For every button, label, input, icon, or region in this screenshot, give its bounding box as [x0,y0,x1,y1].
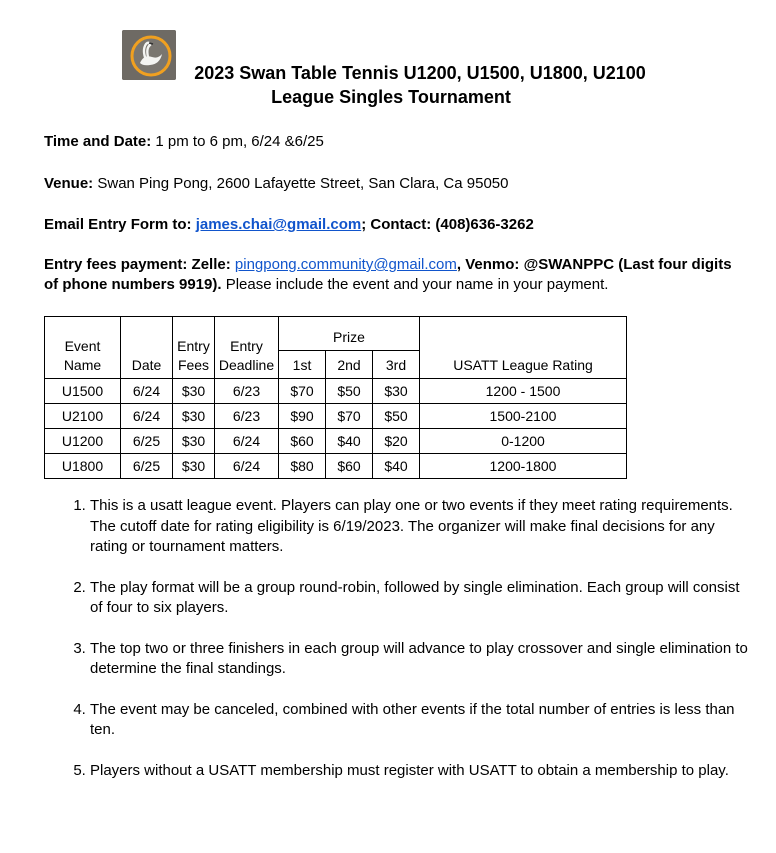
cell-deadline: 6/24 [215,454,279,479]
rule-item: 4. The event may be canceled, combined with other events if the total number of entries is less than ten. [90,700,750,741]
cell-date: 6/24 [121,379,173,404]
cell-prize-2nd: $60 [326,454,373,479]
venue [44,174,508,194]
cell-deadline: 6/23 [215,379,279,404]
cell-deadline: 6/23 [215,404,279,429]
events-table [44,316,627,479]
contact-text: ; Contact: (408)636-3262 [361,216,534,233]
cell-event: U1200 [45,429,121,454]
time-value: 1 pm to 6 pm, 6/24 &6/25 [155,133,324,150]
rule-item: 1. This is a usatt league event. Players can play one or two events if they meet rating requirements. The cutoff date for rating eligibility is 6/19/2023. The organizer will make final decisions for any rating or tournament matters. [90,496,750,558]
title-line-1: 2023 Swan Table Tennis U1200, U1500, U1800, U2100 [194,63,646,83]
header-prize: Prize [279,317,420,351]
table-row [45,429,627,454]
cell-fees: $30 [173,404,215,429]
table-row [45,454,627,479]
cell-date: 6/25 [121,454,173,479]
fees-note: Please include the event and your name in your payment. [225,276,609,293]
header-prize-2nd: 2nd [326,351,373,379]
cell-event: U2100 [45,404,121,429]
cell-rating: 0-1200 [420,429,627,454]
zelle-link[interactable]: pingpong.community@gmail.com [234,256,457,273]
cell-date: 6/24 [121,404,173,429]
cell-rating: 1200 - 1500 [420,379,627,404]
header-prize-1st: 1st [279,351,326,379]
cell-prize-3rd: $40 [373,454,420,479]
cell-prize-3rd: $30 [373,379,420,404]
cell-fees: $30 [173,379,215,404]
cell-fees: $30 [173,454,215,479]
page-title [120,61,662,109]
fees-label: Entry fees payment: Zelle: [44,256,231,273]
title-line-2: League Singles Tournament [271,87,511,107]
cell-prize-3rd: $50 [373,404,420,429]
cell-prize-2nd: $40 [326,429,373,454]
header-entry-deadline: Entry Deadline [215,317,279,379]
cell-deadline: 6/24 [215,429,279,454]
cell-event: U1500 [45,379,121,404]
cell-event: U1800 [45,454,121,479]
cell-prize-1st: $90 [279,404,326,429]
venue-label: Venue: [44,175,94,192]
header-event-name: Event Name [45,317,121,379]
cell-prize-1st: $80 [279,454,326,479]
cell-fees: $30 [173,429,215,454]
email-label: Email Entry Form to: [44,216,192,233]
cell-prize-2nd: $50 [326,379,373,404]
cell-prize-1st: $70 [279,379,326,404]
entry-fees-payment [44,255,744,295]
rule-item: 3. The top two or three finishers in each group will advance to play crossover and single elimination to determine the final standings. [90,639,750,680]
email-link[interactable]: james.chai@gmail.com [195,216,362,233]
rules-list [62,496,750,801]
table-row [45,404,627,429]
time-and-date [44,132,324,152]
cell-date: 6/25 [121,429,173,454]
venmo-text: , Venmo: @SWANPPC (Last four digits of phone numbers 9919). [44,256,732,293]
header-rating: USATT League Rating [420,317,627,379]
rule-item: 2. The play format will be a group round-robin, followed by single elimination. Each group will consist of four to six players. [90,578,750,619]
venue-value: Swan Ping Pong, 2600 Lafayette Street, San Clara, Ca 95050 [97,175,509,192]
rule-item: 5. Players without a USATT membership must register with USATT to obtain a membership to play. [90,761,750,782]
header-date: Date [121,317,173,379]
cell-rating: 1200-1800 [420,454,627,479]
table-row [45,379,627,404]
cell-prize-3rd: $20 [373,429,420,454]
cell-prize-2nd: $70 [326,404,373,429]
header-entry-fees: Entry Fees [173,317,215,379]
email-entry [44,215,534,235]
header-prize-3rd: 3rd [373,351,420,379]
cell-prize-1st: $60 [279,429,326,454]
time-label: Time and Date: [44,133,152,150]
cell-rating: 1500-2100 [420,404,627,429]
